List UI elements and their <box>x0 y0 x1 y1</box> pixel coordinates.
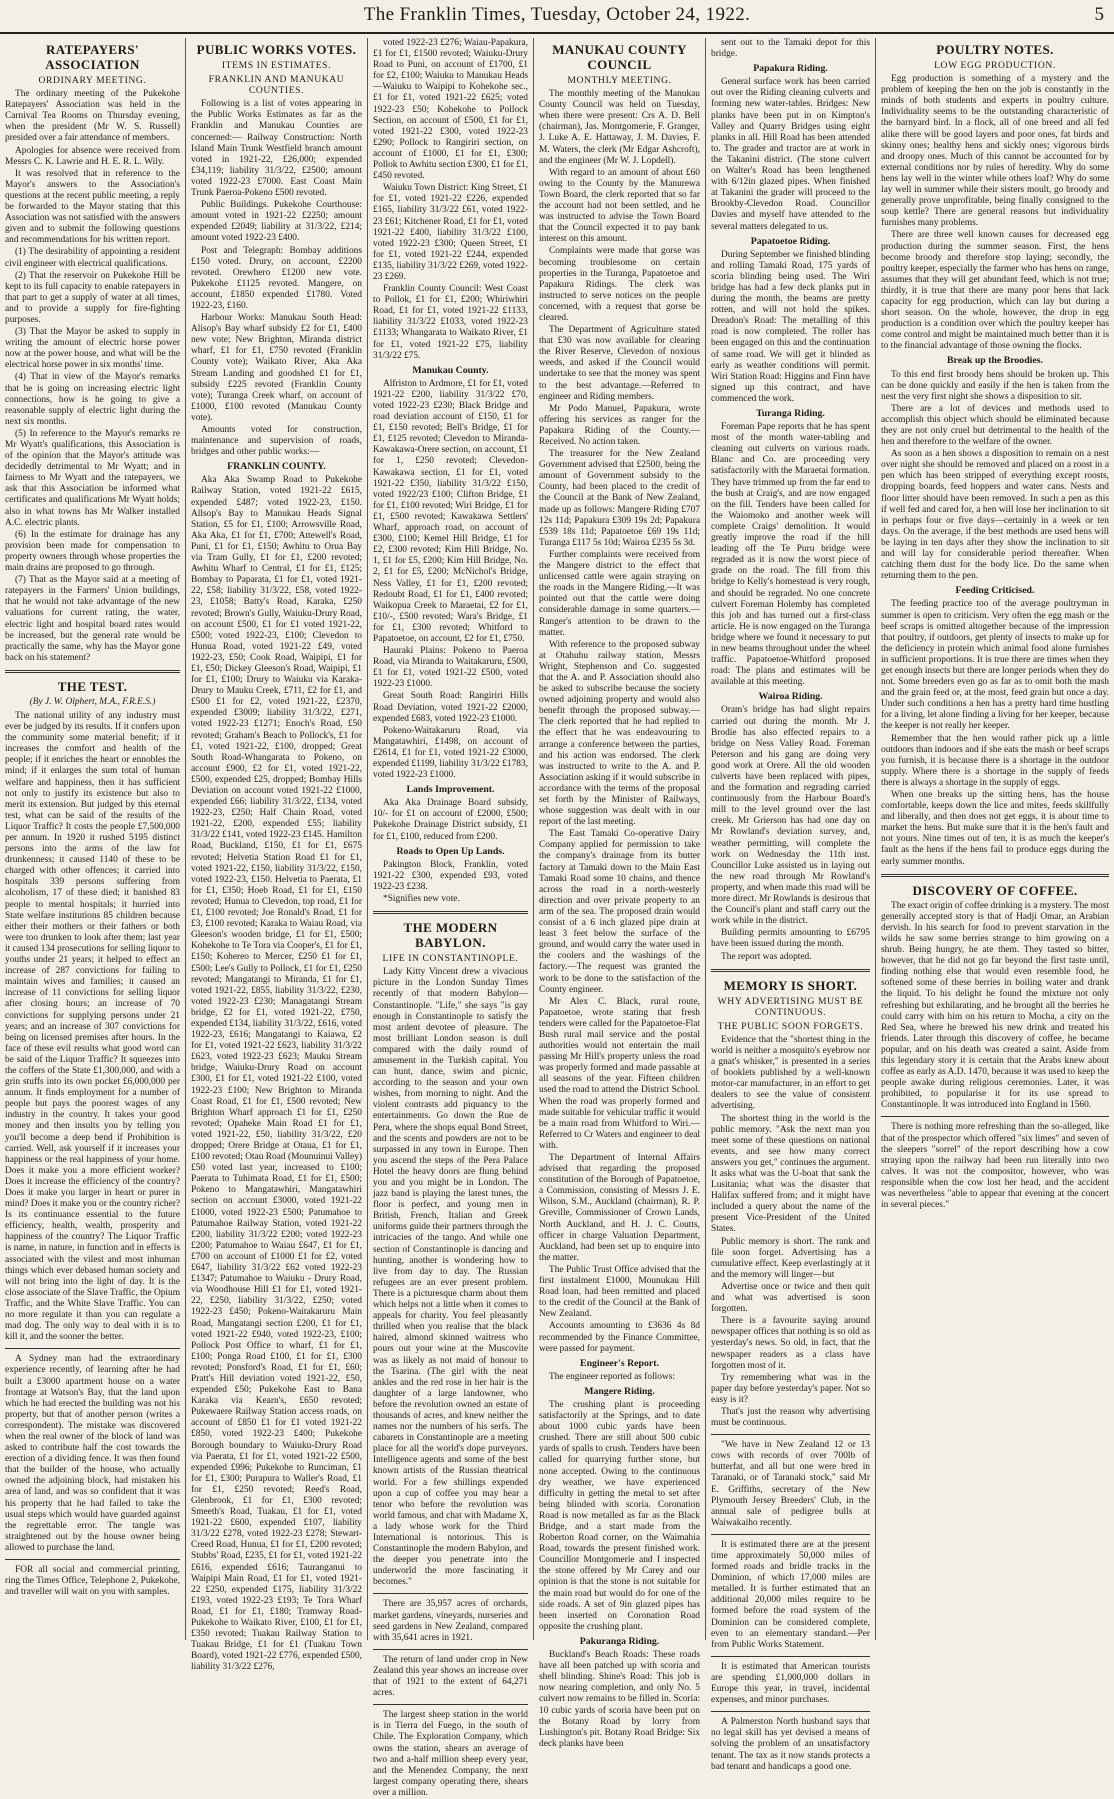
paragraph: Great South Road: Rangiriri Hills Road Deviation, voted 1921-22 £2000, expended £683, voted 1922-23 £1000. <box>373 691 528 724</box>
paragraph: The Public Trust Office advised that the first instalment £1000, Mounukau Hill Road loan, had been remitted and placed to the credit of the Council at the Bank of New Zealand. <box>539 1264 700 1320</box>
article-divider <box>711 1656 870 1657</box>
section-heading-roads-to-open-up-lands: Roads to Open Up Lands. <box>396 845 505 857</box>
paragraph: (3) That the Mayor be asked to supply in writing the amount of electric horse power now at the power house, and what will be the electrical horse power in six months' time. <box>5 327 180 371</box>
paragraph: The Department of Agriculture stated that £30 was now available for clearing the River Reserve, Clevedon of noxious weeds, and asked if the Council would undertake to see that the money was spent to the best advantage.—Referred to engineer and Riding members. <box>539 325 700 402</box>
article-divider <box>711 1711 870 1712</box>
paragraph: Aka Aka Swamp Road to Pukekohe Railway Station, voted 1921-22 £615, expended £487; voted 1922-23, £150. Allsop's Bay to Manukau Heads Signal Station, £5 for £1, £100; Arrowsville Road, Aka Aka, £1 for £1, £700; Attewell's Road, Puni, £1 for £1, £150; Awhitu to Orua Bay via Tram Gully, £1 for £1, £200 revoted; Awhitu Wharf to Central, £1 for £1, £125; Bombay to Paparata, £1 for £1, voted 1921-22, £58; liability 31/3/22, £58, voted 1922-23, £1058; Batty's Road, Karaka, £250 revoted; Brown's Gully, Waiuku-Drury Road, on account £500, £1 for £1 voted 1921-22, £500; voted 1922-23, £100; Clevedon to Hunua Road, voted 1921-22 £49, voted 1922-23, £50; Cook Road, Waipipi, £1 for £1, £50; Dickey Gleeson's Road, Waipipi, £1 for £1, £100; Drury to Waiuku via Karaka-Drury to Mauku Creek, £711, £2 for £1, and £500 £1 for £2, voted 1921-22, £2370, expended £3009; liability 31/3/22, £271, voted 1922-23 £1271; Enoch's Road, £50 revoted; Graham's Beach to Pollock's, £1 for £1, voted 1921-22, £100, dropped; Great South Road-Whangarata to Pokeno, on account £900, £2 for £1, voted 1921-22, £500, expended £25, dropped; Bombay Hills Deviation on account voted 1921-22 £1000, expended £66; liability 31/3/22, £134, voted 1922-23, £250; Half Chain Road, voted 1921-22, £200, expended £55; liability 31/3/22 £141, voted 1922-23 £145. Hamilton Road, Buckland, £150, £1 for £1, £675 revoted; Helvetia Station Road £1 for £1, voted 1921-22, £150, liability 31/3/22, £150, voted 1922-23, £150. Helvetia to Paerata, £1 for £1, £350; Hoeb Road, £1 for £1, £150 revoted; Hunua to Clevedon, top road, £1 for £1, £100 revoted; Joe Ronald's Road, £1 for £3, £100 revoted; Karaka to Waiau Road, via Gleeson's wooden bridge, £1 for £1, £500; Kohekohe to Te Tora via Cooper's, £1 for £1, £150; Kohereo to Mercer, £250 £1 for £1, £500; Lee's Gully to Pollock, £1 for £1, £250 revoted; Mangatangi to Miranda, £1 for £1, voted 1921-22, £855, liability 31/3/22, £230, voted 1922-23 £230; Managatangi Stream bridge, £2 for £1, voted 1921-22, £750, expended £134, liability 31/3/22, £616, voted 1922-23, £616; Mangatangi to Kaiawa, £2 for £1, voted 1921-22 £623, liability 31/3/22 £623, voted 1922-23 £623; Mauku Stream bridge, Waiuku-Drury Road on account £300, £1 for £1, voted 1921-22 £100, voted 1922-23 £100; New Brighton to Miranda Coast Road, £1 for £1, £500 revoted; New Brighton Wharf approach £1 for £1, £250 revoted; Opaheke Main Road £1 for £1, voted 1921-22, £50, liability 31/3/22, £20 dropped; Orere Bridge at Otaua, £1 for £1, £100 revoted; Otau Road (Mounuinui Valley) £50 voted last year, increased to £100; Paerata to Tuhimata Road, £1 for £1, £500; Pokeno to Mangatawhiri, Mangatawhiri section on account £3000, voted 1921-22 £1000, voted 1922-23 £500; Patumahoe to Patumahoe Railway Station, voted 1921-22 £200, liability 31/3/22 £200; voted 1922-23 £200; Patumahoe to Waiau £647, £1 for £1, £700 on account of £1000 £1 for £2, voted £647, liability 31/3/22 £62 voted 1922-23 £1347; Patumahoe to Waiuku - Drury Road, via Woodhouse Hill £1 for £1, voted 1921-22, £250, liability 31/3/22, £250; voted 1922-23 £450; Pokeno-Waitakaruru Main Road, Mangatangi section £200, £1 for £1, voted 1921-22 £940, voted 1922-23, £100; Pollock Post Office to wharf, £1 for £1, £100; Ponga Road £100, £1 for £1, £300 revoted; Ponsford's Road, £1 for £1, £60; Pratt's Hill deviation voted 1921-22, £50, expended £50; Pukekohe East to Bana Karaka via Kearn's, £650 revoted; Pukewaere Railway Station access roads, on account of £850 £1 for £1 voted 1921-22 £850, voted 1922-23 £400; Pukekohe Borough boundary to Waiuku-Drury Road via Paerata, £1 for £1, voted 1921-22 £500, expended £996; Pukekohe to Runciman, £1 for £1, £300; Purapura to Waller's Road, £1 for £1, £250 revoted; Reed's Road, Glenbrook, £1 for £1, £300 revoted; Smeeth's Road, Tuakau, £1 for £1, voted 1921-22 £600, expended £107, liability 31/3/22 £278, voted 1922-23 £278; Stewart-Creed Road, Hunua, £1 for £1, £200 revoted; Stubbs' Road, £235, £1 for £1, voted 1921-22 £616, expended £616; Tauranganui to Waipipi Main Road, £1 for £1, voted 1921-22 £250, expended £175, liability 31/3/22 £193, voted 1922-23 £193; Te Tora Wharf Road, £1 for £1, £180; Tramway Road-Pukekohe to Waikato River, £100, £1 for £1, £350 revoted; Tuakau Railway Station to Tuakau Bridge, £1 for £1 (Tuakau Town Board), voted 1921-22 £776, expended £500, liability 31/3/22 £276, <box>191 475 362 1673</box>
headline-memory-is-short: MEMORY IS SHORT. <box>723 977 858 993</box>
paragraph: (1) The desirability of appointing a resident civil engineer with electrical qualifications. <box>5 247 180 269</box>
section-heading-papakura-riding: Papakura Riding. <box>753 63 828 75</box>
subheadline-ordinary-meeting: ORDINARY MEETING. <box>38 75 147 86</box>
column-divider <box>711 969 870 972</box>
subheadline-low-egg-production: LOW EGG PRODUCTION. <box>934 60 1056 71</box>
article-divider <box>373 1593 528 1594</box>
paragraph: (5) In reference to the Mayor's remarks re Mr Wyatt's qualifications, this Association is of the opinion that the Mayor's attitude was decidedly detrimental to Mr Wyatt; and in fairness to Mr Wyatt and the ratepayers, we ask that this Association be informed what certificates and qualifications Mr Wyatt holds; also in what towns has Mr Walker installed A.C. electric plants. <box>5 428 180 528</box>
paragraph: The exact origin of coffee drinking is a mystery. The most generally accepted story is that of Hadji Omar, an Arabian dervish. In his search for food to prevent starvation in the wilds he saw some berries strange to him growing on a shrub. Being hungry, he ate them. They tasted so bitter, however, that he did not go far beyond the first taste until, finding nothing else that would even resemble food, he softened some of these berries in boiling water and drank the liquid. To his delight he found the mixture not only refreshing but exhilarating, and he brought all the berries he could carry with him on his return to Mocha, a city on the Red Sea, where he brewed his new drink and treated his friends. Later through this discovery of coffee, he became popular, and on his death was created a saint. Aside from this legendary story it is certain that the Arabs knew about coffee as early as A.D. 1470, because it was used to keep the people awake during religious ceremonies. Later, it was prohibited, to popularise it for its use spread to Constantinople. It was introduced into England in 1560. <box>881 900 1109 1111</box>
paragraph: The report was adopted. <box>721 951 812 962</box>
paragraph: When one breaks up the sitting hens, has the house comfortable, keeps down the lice and mites, feeds skillfully and liberally, and then does not get eggs, it is about time to market the hens. But make sure that it is the hen's fault and not yours. Nine times out of ten, it is as much the keeper's fault as the hens if the hens fail to produce eggs during the early summer months. <box>881 790 1109 867</box>
paragraph: Accounts amounting to £3636 4s 8d recommended by the Finance Committee, were passed for payment. <box>539 1321 700 1354</box>
article-divider <box>711 1534 870 1535</box>
article-divider <box>373 1704 528 1705</box>
paragraph: Pakington Block, Franklin, voted 1921-22 £300, expended £93, voted 1922-23 £238. <box>373 859 528 892</box>
paragraph: General surface work has been carried out over the Riding cleaning culverts and forming new water-tables. Bridges: New planks have been put in on Kimpton's Valley and Quarry Bridges using eight planks in all. Hill Road has been attended to. The grader and tractor are at work in the Takanini district. (The stone culvert on Walter's Road has been lengthened with 6/12in glazed pipes. When finished at Takanini the grader will proceed to the Brookby-Clevedon Road. Councillor Davies and myself have attended to the several matters delegated to us. <box>711 77 870 232</box>
paragraph: A Palmerston North husband says that no legal skill has yet devised a means of solving the problem of an unsatisfactory tenant. The tax as it now stands protects a bad tenant and handicaps a good one. <box>711 1717 870 1772</box>
section-heading-mangere-riding: Mangere Riding. <box>584 1385 655 1397</box>
paragraph: There is nothing more refreshing than the so-alleged, like that of the prospector which offered "six limes" and seven of the sleepers "sorrel" of the report describing how a cow straying upon the railway had been run literally into two calves. It was not the compositor, however, who was responsible when the cow lost her head, and the accident was nevertheless "able to appear that evening at the concert in several pieces." <box>881 1122 1109 1211</box>
headline-poultry-notes: POULTRY NOTES. <box>936 42 1054 57</box>
paragraph: The crushing plant is proceeding satisfactorily at the Springs, and to date about 1000 cubic yards have been crushed. There are still about 500 cubic yards of spalls to crush. Tenders have been called for quarrying further stone, but none accepted. Owing to the continuous dry weather, we have experienced difficulty in getting the metal to set after being blinded with scoria. Coronation Road is now metalled as far as the Black Bridge, and a start made from the Roberton Road corner, on the Waimahia Road, towards the present finished work. Councillor Montgomerie and I inspected the stone offered by Mr Carey and our opinion is that the stone is not suitable for the main road but would do for one of the side roads. A set of 9in glazed pipes has been inserted on Coronation Road opposite the crushing plant. <box>539 1399 700 1632</box>
subheadline-counties: FRANKLIN AND MANUKAU COUNTIES. <box>208 74 345 97</box>
paragraph: During September we finished blinding and rolling Tamaki Road, 175 yards of scoria blinding being used. The Wiri bridge has had a few deck planks put in during the month, the beams are pretty rotten, and will not hold the spikes. Dreadon's Road: The metalling of this road is now completed. The roller has been engaged on this and the continuation of same road. We will get it blinded as early as weather conditions will permit. Wiri Station Road: Higgins and Finn have signed up this contract, and have commenced the work. <box>711 249 870 404</box>
section-heading-manukau-county: Manukau County. <box>412 364 489 376</box>
paragraph: The national utility of any industry must ever be judged by its results. If it confers upon the community some material benefit; if it increases the comfort and health of the people; if it enriches the heart or ennobles the mind; if it enlarges the sum total of human welfare and happiness, then it has sufficient not only to justify its existence but also to merit its extension. But judged by this eternal test, what can be said of the results of the Liquor Traffic? It costs the people £7,500,000 per annum. In 1920 it rushed 5195 distinct persons into the arms of the law for drunkenness; it caused 1140 of these to be charged with other offences; it carried into hospitals 339 persons suffering from alcoholism, 17 of these died; it banished 83 people to mental hospitals; it hurried into State welfare institutions 85 children because either their mothers or their fathers or both were too drunken to look after them; last year it caused 134 prosecutions for selling liquor to youths under 21 years; it helped to effect an increase of 287 convictions for failing to maintain wives and families; it caused an increase of 11 convictions for selling liquor after closing hours; an increase of 70 convictions for supplying persons under 21 years; and an increase of 307 convictions for being on licensed premises after hours. In the face of these evil results what good word can be said of the Liquor Traffic? It squeezes into the coffers of the State £1,300,000, and with a grin stuffs into its own pocket £6,000,000 per annum. It finds employment for a number of people but pays the poorest wages of any industry in the country. It takes your good money and then insults you by telling you you'll become a deep bend if Prohibition is carried. Well, ask yourself if it increases your happiness or the real happiness of your home. Does it make you a more efficient worker? Does it increase the efficiency of the country? Does it make you larger in heart or purer in mind? Does it make you or the country richer? Is its continuance essential to the future efficiency, health, wealth, prosperity and happiness of the country? The Liquor Traffic is name, in nature, in function and in effects is associated with the vilest and most inhuman things which ever debased human society and will not bring into the light of day. It is the close associate of the Slave Traffic, the Opium Traffic, and the White Slave Traffic. You can no more regulate it than you can regulate a mad dog. The only way to deal with it is to kill it, and the sooner the better. <box>5 710 180 1343</box>
column-divider <box>881 874 1109 877</box>
paragraph: There are three well known causes for decreased egg production during the summer season. First, the hens become broody and therefore stop laying; secondly, the poultry keeper, especially the farmer who has hens on range, assumes that they will get abundant feed, which is not true; thirdly, it is true that there are many poor hens that lack capacity for egg production, which can lay but during a short season. On the whole, however, the drop in egg production is a condition over which the poultry keeper has come control and might be maintained much better than it is to the financial advantage of those owning the flocks. <box>881 230 1109 352</box>
subheadline-public-soon-forgets: THE PUBLIC SOON FORGETS. <box>717 1020 864 1032</box>
paragraph: The feeding practice too of the average poultryman in summer is open to criticism. Very often the egg mash or the beef scraps is omitted altogether because of the impression that poultry, if outdoors, get plenty of insects to make up for the deficiency in protein which animal food alone furnishes in sufficient proportions. It is true there are times when they get enough insects but there are longer periods when they do not. Some breeders even go as far as to omit both the mash and the grain feed or, at the most, feed grain but once a day. Under such conditions a hen has a pretty hard time hustling for a living, let alone finding a living for her keeper, because the keeper is not really her keeper. <box>881 599 1109 732</box>
paragraph: The East Tamaki Co-operative Dairy Company applied for permission to take the company's drainage from its butter factory at Tamaki down to the Main East Tamaki Road some 10 chains, and thence across the road in a north-westerly direction and over private property to an arm of the sea. The proposed drain would consist of a 6 inch glazed pipe drain at least 3 feet below the surface of the ground, and would carry the water used in the coolers and the washings of the factory.—The request was granted the work to be done to the satisfaction of the County engineer. <box>539 829 700 995</box>
paragraph: With regard to an amount of about £60 owing to the County by the Manurewa Town Board, the clerk reported that so far the account had not been settled, and he was instructed to advise the Town Board that the Council expected it to pay bank interest on this amount. <box>539 167 700 245</box>
paragraph: Further complaints were received from the Mangere district to the effect that unlicensed cattle were again straying on the roads in the Mangere Riding.—It was pointed out that the cattle were doing considerable damage in some quarters.—Ranger's attention to be drawn to the matter. <box>539 549 700 638</box>
paragraph: The Department of Internal Affairs advised that regarding the proposed constitution of the Borough of Papatoetoe, a Commission, consisting of Messrs J. E. Wilson, S.M., Auckland (chairman), R. P. Greville, Commissioner of Crown Lands, North Auckland, and H. J. C. Coutts, officer in charge Valuation Department, Auckland, had been set up to enquire into the matter. <box>539 1153 700 1263</box>
paragraph: It was resolved that in reference to the Mayor's answers to the Association's questions at the recent public meeting, a reply be forwarded to the Mayor stating that this Association was not satisfied with the answers given and to submit the following questions and recommendations for his written report. <box>5 168 180 246</box>
section-heading-engineers-report: Engineer's Report. <box>580 1357 659 1369</box>
paragraph: Remember that the hen would rather pick up a little outdoors than indoors and if she eats the mash or beef scraps you furnish, it is because there is a shortage in the outdoor supply. Where there is a shortage in the supply of feeds there is always a shortage in the supply of eggs. <box>881 733 1109 788</box>
headline-ratepayers-association: RATEPAYERS' ASSOCIATION <box>45 42 140 72</box>
section-heading-feeding-criticised: Feeding Criticised. <box>955 585 1035 597</box>
paragraph: Aka Aka Drainage Board subsidy, 10/- for £1 on account of £2000, £500; Pukekohe Drainage District subsidy, £1 for £1, £100, reduced from £200. <box>373 798 528 842</box>
newspaper-columns <box>0 38 1114 1798</box>
paragraph: The return of land under crop in New Zealand this year shows an increase over that of 1921 to the extent of 64,271 acres. <box>373 1654 528 1699</box>
paragraph: Advertise once or twice and then quit and what was advertised is soon forgotten. <box>711 1281 870 1315</box>
article-divider <box>5 1348 180 1349</box>
paragraph: sent out to the Tamaki depot for this bridge. <box>711 38 870 60</box>
paragraph: Foreman Pape reports that he has spent most of the month water-tabling and cleaning out culverts on various roads. Blanc and Co. are proceeding very satisfactorily with the Maraetai formation. They have trimmed up from the far end to the bush at Craig's, and are now engaged on the fill. Tenders have been called for the Waiomoko and another week will complete Craigs' demolition. It would greatly improve the road if the hill leading off the Te Puru bridge were regraded as it is now the worst piece of grade on the road. The fill from this bridge to Kelly's homestead is very rough, and should be regraded. No one concrete culvert Foreman Holemby has completed this job and has turned out a first-class article. He is now engaged on the Turanga bridge where we found it necessary to put in new beams throughout under the wheel traffic. Papatoetoe-Whitford proposed road: The plans and estimates will be available at this meeting. <box>711 422 870 688</box>
headline-discovery-of-coffee: DISCOVERY OF COFFEE. <box>912 882 1078 898</box>
paragraph: Buckland's Beach Roads: These roads have all been patched up with scoria and shell blinding. Shine's Road: This job is now nearing completion, and only No. 5 culvert now remains to be filled in. Scoria: 10 cubic yards of scoria have been put on the Botany Road by lorry from Lushington's pit. Botany Road Bridge: Six deck planks have been <box>539 1650 700 1749</box>
page-number: 5 <box>1094 4 1104 25</box>
paragraph: Amounts voted for construction, maintenance and supervision of roads, bridges and other public works:— <box>191 425 362 458</box>
paragraph: Public Buildings. Pukekohe Courthouse: amount voted in 1921-22 £2250; amount expended £2049; liability at 31/3/22, £214; amount voted 1922-23 £400. <box>191 200 362 244</box>
subheadline-life-in-constantinople: LIFE IN CONSTANTINOPLE. <box>382 953 519 965</box>
paragraph: Harbour Works: Manukau South Head: Alisop's Bay wharf subsidy £2 for £1, £400 new vote; New Brighton, Miranda district wharf, £1 for £1, £750 revoted (Franklin County vote); Waikato River, Aka Aka Stream Landing and goodshed £1 for £1, subsidy £225 revoted (Franklin County vote); Turanga Creek wharf, on account of £1000, £100 revoted (Manukau County vote). <box>191 313 362 423</box>
paragraph: The largest sheep station in the world is in Tierra del Fuego, in the south of Chile. The Exploration Company, which owns the station, shears an average of two and a-half million sheep every year, and the Menendez Company, the next largest company operating there, shears over a million. <box>373 1710 528 1798</box>
paragraph: Alfriston to Ardmore, £1 for £1, voted 1921-22 £200, liability 31/3/22 £70, voted 1922-23 £230; Black Bridge and road deviation account of £150, £1 for £1, £150 revoted; Bell's Bridge, £1 for £1, £125 revoted; Clevedon to Miranda-Kawakawa-Orere section, on account, £1 for 1, £250 revoted; Clevedon-Kawakawa section, £1 for £1, voted 1921-22 £350, liability 31/3/22 £150, voted 1922/23 £100; Clifton Bridge, £1 for £1, £100 revoted; Wiri Bridge, £1 for £1, £500 revoted; Kawakawa Settlers' Wharf, approach road, on account of £300, £100; Kemel Hill Bridge, £1 for £2, £300 revoted; Kim Hill Bridge, No. 1, £1 for £5, £200; Kim Hill Bridge, No. 2, £1 for £5, £200; McNichol's Bridge, Ness Valley, £1 for £1, £200 revoted; Redoubt Road, £1 for £1, £400 revoted; Waikopua Creek to Maraetai, £2 for £1, £10/-, £500 revoted; Wara's Bridge, £1 for £1, £300 revoted; Whitford to Papatoetoe, on account, £2 for £1, £750. <box>373 378 528 644</box>
footnote: *Signifies new vote. <box>383 894 460 905</box>
article-divider <box>5 1559 180 1560</box>
paragraph: The treasurer for the New Zealand Government advised that £2500, being the amount of Government subsidy to the County, had been placed to the credit of the Council at the Bank of New Zealand, made up as follows: Mangere Riding £707 12s 11d; Papakura £309 19s 2d; Papakura £539 18s 11d; Papatoetoe £69 19s 11d; Turanga £117 5s 10d; Wairoa £235 5s 3d. <box>539 449 700 548</box>
headline-public-works-votes: PUBLIC WORKS VOTES. <box>196 42 357 57</box>
paragraph: Following is a list of votes appearing in the Public Works Estimates as far as the Franklin and Manukau Counties are concerned:— Railway Construction: North Island Main Trunk Westfield branch amount voted in 1921-22, £26,000; expended £34,119; liability 31/3/22, £2500; amount voted 1922-23 £7000. East Coast Main Trunk Paeroa-Pokeno £500 revoted. <box>191 99 362 199</box>
paragraph: With reference to the proposed subway at Otahuhu railway station, Messrs Wright, Stephenson and Co. suggested that the A. and P. Association should also be asked to subscribe because the society owned adjoining property and would also benefit through the proposed subway.—The clerk reported that he had replied to the effect that he was endeavouring to arrange a conference between the parties, and his action was endorsed. The clerk was instructed to write to the A. and P. Association asking if it would subscribe in accordance with the terms of the proposal set forth by the Minister of Railways, whose suggestion was dealt with in our report of the last meeting. <box>539 639 700 828</box>
paragraph: To this end first broody hens should be broken up. This can be done quickly and easily if the hen is taken from the nest the very first night she shows a disposition to sit. <box>881 369 1109 402</box>
paragraph: Lady Kitty Vincent drew a vivacious picture in the London Sunday Times recently of that modern Babylon—Constantinople. "Life," she says "is gay enough in Constantinople to satisfy the most ardent devotee of pleasure. The most brilliant London season is dull compared with the daily round of amusement in the Turkish capital. You can hunt, dance, swim and picnic, according to the season and your own wishes, from morning to night. And the violent contrasts add piquancy to the entertainments. Go down the Rue de Pera, where the shops equal Bond Street, and the scents and powders are not to be surpassed in any town in Europe. Then you ascend the steps of the Pera Palace Hotel the heavy doors are flung behind you and you might be in London. The jazz band is playing the latest tunes, the floor is perfect, and young men in British, French, Italian and Greek uniforms guide their partners through the intricacies of the tango. And while one section of Constantinople is dancing and hunting, another is wondering how to live from day to day. The Russian refugees are an ever present problem. There is a picturesque charm about them which helps not a little when it comes to appeals for charity. You feel pleasantly thrilled when you realise that the black haired, almond skinned waitress who pours out your wine at the Muscovite was as likely as not maid of honour to the Tsarina. (The girl with the neat ankles and the red rose in her hair is the daughter of a large landowner, who before the revolution owned an estate of thousands of acres, and knew neither the names nor the numbers of his serfs. The cabarets in Constantinople are a meeting place for all the world's dope purveyors. Intelligence agents and some of the best known artists of the Russian theatrical world. For a few shillings expended upon a cup of coffee you may hear a tenor who before the revolution was world famous, and chat with Madame X, a lady whose work for the Third International is notorious. This is Constantinople the modern Babylon, and the deeper you penetrate into the underworld the more fascinating it becomes." <box>373 967 528 1588</box>
paragraph: (4) That in view of the Mayor's remarks that he is going on increasing electric light connections, how is he going to give a reasonable supply of electric light during the next six months. <box>5 372 180 427</box>
headline-manukau-county-council: MANUKAU COUNTY COUNCIL <box>552 42 687 72</box>
paragraph: Mr Podo Manuel, Papakura, wrote offering his services as ranger for the Papakura Riding of the County.—Received. No action taken. <box>539 403 700 447</box>
paragraph: Apologies for absence were received from Messrs C. K. Lawrie and H. E. R. L. Wily. <box>5 145 180 167</box>
headline-the-test: THE TEST. <box>57 678 128 694</box>
newspaper-title: The Franklin Times, Tuesday, October 24, 1922. <box>363 4 751 25</box>
section-heading-lands-improvement: Lands Improvement. <box>406 784 495 796</box>
paragraph: (2) That the reservoir on Pukekohe Hill be kept to its full capacity to enable ratepayers in that part to get a supply of water at all times, and to provide a supply for fire-fighting purposes. <box>5 270 180 325</box>
section-heading-pakuranga-riding: Pakuranga Riding. <box>579 1635 660 1647</box>
paragraph: It is estimated that American tourists are spending £1,000,000 dollars in Europe this year, in travel, incidental expenses, and minor purchases. <box>711 1661 870 1706</box>
section-heading-turanga-riding: Turanga Riding. <box>756 408 825 419</box>
column-5 <box>706 38 876 1772</box>
headline-the-modern-babylon: THE MODERN BABYLON. <box>403 920 498 951</box>
paragraph: The shortest thing in the world is the public memory. "Ask the next man you meet some of these questions on national events, and see how many correct answers you get," continues the argument. It asks what was the U-boat that sank the Lusitania; what was the disaster that Halifax suffered from; and it might have included a query about the name of the present Vice-President of the United States. <box>711 1113 870 1235</box>
article-divider <box>711 1434 870 1435</box>
section-heading-franklin-county: FRANKLIN COUNTY. <box>227 461 326 473</box>
column-divider <box>373 911 528 914</box>
paragraph: The engineer reported as follows: <box>549 1371 675 1382</box>
column-3 <box>368 38 534 1798</box>
paragraph: voted 1922-23 £276; Waiau-Papakura, £1 for £1, £1500 revoted; Waiuku-Drury Road to Puni, on account of £1700, £1 for £2, £100; Waiuku to Manukau Heads—Waiuku to Waipipi to Kohekohe sec., £1 for £1, voted 1921-22 £625; voted 1922-23 £50; Kohekohe to Pollock Section, on account of £500, £1 for £1, voted 1921-22 £300, voted 1922-23 £290; Pollock to Rangiriri section, on account of £1000, £1 for £1, £300; Pollok to Awhitu section £300, £1 for £1, £450 revoted. <box>373 38 528 182</box>
section-heading-break-up-broodies: Break up the Broodies. <box>947 355 1043 367</box>
masthead <box>0 0 1114 34</box>
paragraph: Try remembering what was in the paper day before yesterday's paper. Not so easy is it? <box>711 1372 870 1405</box>
subheadline-monthly-meeting: MONTHLY MEETING. <box>567 75 672 86</box>
column-1 <box>0 38 186 1640</box>
paragraph: Franklin County Council: West Coast to Pollok, £1 for £1, £200; Whiriwhiri Road, £1 for £1, voted 1921-22 £1133, liability 31/3/22 £1033, voted 1922-23 £1133; Whangarata to Waikato River, £1 for £1, voted 1921-22 £75, liability 31/3/22 £75. <box>373 284 528 361</box>
paragraph: Evidence that the "shortest thing in the world is neither a mosquito's eyebrow nor a gnat's whisker," is presented in a series of booklets published by a well-known motor-car manufacturer, in an effort to get dealers to see the value of consistent advertising. <box>711 1034 870 1112</box>
paragraph: Hauraki Plains: Pokeno to Paeroa Road, via Miranda to Waitakaruru, £500, £1 for £1, voted 1921-22 £500, voted 1922-23 £1000. <box>373 646 528 690</box>
section-heading-papatoetoe-riding: Papatoetoe Riding. <box>750 235 831 247</box>
column-2 <box>186 38 368 1673</box>
paragraph: (6) In the estimate for drainage has any provision been made for compensation to property owners through whose properties the main drains are proposed to go through. <box>5 529 180 574</box>
paragraph: Oram's bridge has had slight repairs carried out during the month. Mr J. Brodie has also effected repairs to a bridge on Ness Valley Road. Foreman Peterson and his gang are doing very good work at Orere. All the old wooden culverts have been replaced with pipes, and the formation and regrading carried continuously from the Harbour Board's mill to the level ground over the last creek. Mr Grierson has had one day on Mr Rowland's deviation survey, and, weather permitting, will complete the work on Wednesday the 11th inst. Councillor Luke assisted us in laying out the new road through Mr Rowland's property, and when made this road will be more direct. Mr Rowlands is desirous that the Council's plant and staff carry out the work while in the district. <box>711 705 870 927</box>
article-divider <box>881 1116 1109 1117</box>
paragraph: "We have in New Zealand 12 or 13 cows with records of over 700lb of butterfat, and all but one were bred in Taranaki, or of Taranaki stock," said Mr E. Griffiths, secretary of the New Plymouth Jersey Breeders' Club, in the annual sale of pedigree bulls at Waiwakaiho recently. <box>711 1440 870 1528</box>
paragraph: Mr Alex C. Black, rural route, Papatoetoe, wrote stating that fresh tenders were called for the Papatoetoe-Flat Bush rural mail service and the postal authorities would not entertain the mail passing Mr Hill's property unless the road was properly formed and made passable at all seasons of the year. Fifteen children used the road to attend the District School. When the road was properly formed and made suitable for vehicular traffic it would be a main road from Whitford to Wiri.—Referred to Cr Waters and engineer to deal with. <box>539 996 700 1151</box>
paragraph: The ordinary meeting of the Pukekohe Ratepayers' Association was held in the Carnival Tea Rooms on Thursday evening, when the president (Mr W. S. Russell) presided over a fair attendance of members. <box>5 89 180 144</box>
column-6 <box>876 38 1114 1640</box>
column-4 <box>534 38 706 1749</box>
paragraph: Post and Telegraph: Bombay additions £150 voted. Drury, on account, £2200 revoted. Orewhero £1200 new vote. Pukekohe £1125 revoted. Mangere, on account, £1850 expended £1780. Voted 1922-23, £160. <box>191 245 362 311</box>
paragraph: That's just the reason why advertising must be continuous. <box>711 1406 870 1429</box>
subheadline-advertising-continuous: WHY ADVERTISING MUST BE CONTINUOUS. <box>717 995 864 1018</box>
printing-notice: FOR all social and commercial printing, ring the Times Office, Telephone 2, Pukekohe, and traveller will wait on you with samples. <box>5 1565 180 1598</box>
paragraph: Complaints were made that gorse was becoming troublesome on certain properties in the Turanga, Papatoetoe and Papakura Ridings. The clerk was instructed to serve notices on the people concerned, with a request that gorse be cleared. <box>539 246 700 323</box>
article-divider <box>373 1649 528 1650</box>
column-divider <box>5 670 180 673</box>
paragraph: A Sydney man had the extraordinary experience recently, of learning after he had built a £3000 apartment house on a water frontage at Watson's Bay, that the land upon which he had erected the building was not his property, but that of another person (writes a correspondent). The mistake was discovered when the real owner of the block of land was asked to contribute half the cost towards the erection of a dividing fence. It was then found that the builder of the house, who actually owned the adjoining block, had mistaken his area of land, and was so confident that it was his property that he had failed to take the usual steps which would have guarded against the regrettable error. The tangle was straightened out by the house owner being allowed to purchase the land. <box>5 1354 180 1553</box>
paragraph: (7) That as the Mayor said at a meeting of ratepayers in the Farmers' Union buildings, that he would not take advantage of the new valuations for current rating, the water, electric light and hospital board rates would be increased, but the general rate would be practically the same, why has the Mayor gone back on his statement? <box>5 575 180 663</box>
paragraph: Building permits amounting to £6795 have been issued during the month. <box>711 928 870 950</box>
paragraph: Pokeno-Waitakaruru Road, via Mangatawhiri, £1498, on account of £2614, £1 for £1, voted 1921-22 £3000, expended £1199, liability 31/3/22 £1783, voted 1922-23 £1000. <box>373 725 528 781</box>
paragraph: There is a favourite saying around newspaper offices that nothing is so old as yesterday's news. So old, in fact, that the newspaper readers as a class have forgotten most of it. <box>711 1316 870 1371</box>
subheadline-items-in-estimates: ITEMS IN ESTIMATES. <box>221 60 332 71</box>
section-heading-wairoa-riding: Wairoa Riding. <box>758 691 823 703</box>
paragraph: There are 35,957 acres of orchards, market gardens, vineyards, nurseries and seed gardens in New Zealand, compared with 35,641 acres in 1921. <box>373 1599 528 1643</box>
paragraph: Public memory is short. The rank and file soon forget. Advertising has a cumulative effect. Keep everlastingly at it and the memory will linger—but <box>711 1236 870 1280</box>
paragraph: Egg production is something of a mystery and the problem of keeping the hen on the job is constantly in the minds of both students and experts in poultry culture. Individuality seems to be the outstanding characteristic of the barnyard bird. In a flock, all of one breed and all fed alike there will be good layers and poor ones, fat birds and skinny ones; healthy hens and sickly ones; vigorous birds and droopy ones. Much of this cannot be accounted for by external conditions nor by rules of heredity. Why do some hens lay well in the winter while others loaf? Why do some lay well in summer while their sisters moult, go broody and generally prove unprofitable, being finally consigned to the soup kettle? There are general reasons but individuality furnishes many problems. <box>881 74 1109 229</box>
paragraph: It is estimated there are at the present time approximately 50,000 miles of formed roads and bridle tracks in the Dominion, of which 17,000 miles are metalled. It is further estimated that an additional 20,000 miles require to be formed before the road system of the Dominion can be considered complete, even to an elementary standard.—Per from Public Works Statement. <box>711 1539 870 1650</box>
paragraph: The monthly meeting of the Manukau County Council was held on Tuesday, when there were present: Crs A. D. Bell (chairman), Jas. Montgomerie, F. Granger, J. Luke A. E. Hattaway, J. M. Davies, F. M. Waters, the clerk (Mr Edgar Ashcroft), and the engineer (Mr W. J. Lopdell). <box>539 89 700 166</box>
byline: (By J. W. Olphert, M.A., F.R.E.S.) <box>29 696 156 707</box>
paragraph: Waiuku Town District: King Street, £1 for £1, voted 1921-22 £226, expended £165, liability 31/3/22 £61, voted 1922-23 £61; Kitchener Road, £1 for £1, voted 1921-22 £400, liability 31/3/22 £100, voted 1922-23 £300; Queen Street, £1 for £1, voted 1921-22 £244, expended £135, liability 31/3/22 £269, voted 1922-23 £269. <box>373 183 528 282</box>
paragraph: There are a lot of devices and methods used to accomplish this object which should be eliminated because they are not only cruel but detrimental to the health of the hen and therefore to the welfare of the owner. <box>881 403 1109 448</box>
paragraph: As soon as a hen shows a disposition to remain on a nest over night she should be removed and placed on a roost in a pen which has been stripped of everything except roosts, dropping boards, feed hoppers and water cans. Nests and floor litter should have been removed. In such a pen as this if well fed and cared for, a hen will lose her inclination to sit in perhaps four or five days—certainly in a week or ten days. On the average, if the best methods are used hens will be laying in ten days after they show the inclination to sit and will lay for considerable period thereafter. When catching them dust for the body lice. Do the same when returning them to the pen. <box>881 449 1109 582</box>
